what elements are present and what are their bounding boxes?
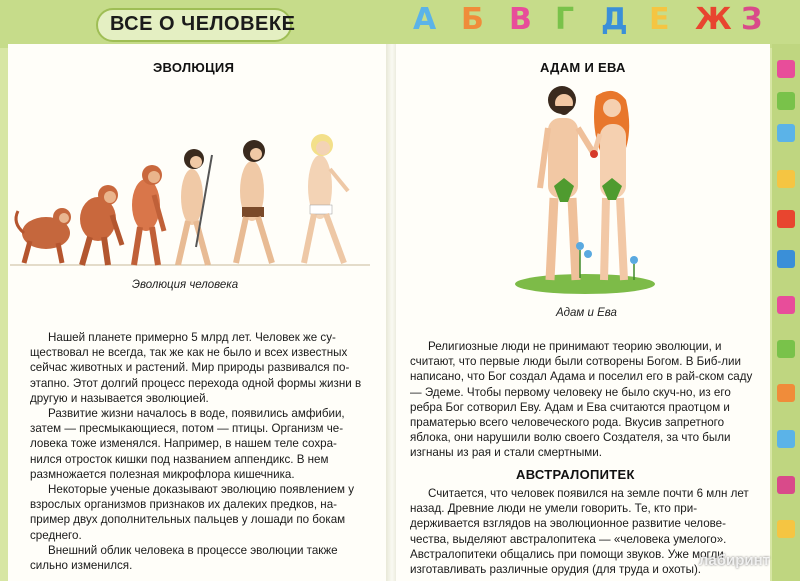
primate-figure-1 [16, 208, 71, 263]
side-dot [777, 92, 795, 110]
alphabet-decoration [405, 2, 785, 42]
side-dot [777, 476, 795, 494]
adam-and-eve-illustration [510, 78, 660, 298]
side-dot [777, 60, 795, 78]
paragraph: Религиозные люди не принимают теорию эволюции, и считают, что первые люди были сотворены Богом. В Биб-лии написано, что Бог создал Адама и поселил его в рай-ском саду — Эдеме. Чтобы первому человеку не было скуч-но, из его ребра Бог сотворил Еву. Адам и Ева считаются праотцом и праматерью всего человеческого рода. Вкусив запретного яблока, они нарушили волю своего Создателя, за что были изгнаны из рая и стали смертными. [410, 340, 753, 460]
side-dot [777, 430, 795, 448]
hominid-figure-4 [178, 149, 212, 265]
paragraph: Внешний облик человека в процессе эволюции также сильно изменился. [30, 543, 338, 573]
side-dot [777, 124, 795, 142]
hominid-figure-5 [236, 140, 272, 263]
paragraph: Некоторые ученые доказывают эволюцию появлением у взрослых организмов признаков их далеких предков, на-пример двух дополнительных пальцев у лошади по бокам среднего. [30, 483, 354, 542]
side-dot [777, 340, 795, 358]
section-title-australopithecus: АВСТРАЛОПИТЕК [516, 467, 635, 482]
side-dot [777, 210, 795, 228]
side-dot [777, 384, 795, 402]
primate-figure-2 [80, 185, 122, 265]
side-dot [777, 296, 795, 314]
evolution-illustration [10, 125, 370, 275]
eve-figure [590, 91, 629, 280]
section-title-evolution: ЭВОЛЮЦИЯ [153, 60, 235, 75]
alphabet-letter: Д [601, 2, 628, 37]
image-caption-adam-eve: Адам и Ева [556, 307, 617, 319]
alphabet-letter: Б [461, 2, 484, 37]
watermark: лабиринт [698, 552, 770, 569]
alphabet-letter: Е [649, 2, 670, 37]
left-page-text [30, 330, 364, 573]
right-page-text [410, 339, 760, 461]
alphabet-letter: А [413, 2, 437, 37]
human-figure-6 [304, 134, 348, 263]
side-dot [777, 520, 795, 538]
alphabet-letter: З [741, 2, 763, 37]
paragraph: Нашей планете примерно 5 млрд лет. Человек же су-ществовал не всегда, так же как не было и всех известных сейчас животных и растений. Мир природы развивался по-этапно. Этот долгий процесс перехода одной формы жизни в другую и называется эволюцией. [30, 331, 362, 405]
side-dot [777, 170, 795, 188]
alphabet-letter: Г [555, 2, 575, 37]
paragraph: Развитие жизни началось в воде, появились амфибии, затем — пресмыкающиеся, потом — птицы. Организм че-ловека тоже изменялся. Например, в нашем теле сохра-нился отросток кишки под названием аппендикс. В нем размножается полезная микрофлора кишечника. [30, 407, 345, 481]
side-dot [777, 250, 795, 268]
section-title-adam-eve: АДАМ И ЕВА [540, 60, 626, 75]
alphabet-letter: Ж [695, 2, 732, 37]
paragraph: Считается, что человек появился на земле почти 6 млн лет назад. Древние люди не умели говорить. Те, кто при-держивается взглядов на эволюционное развитие челове-чества, выделяют австралопитека — «человека умелого». Австралопитеки общались при помощи звуков. Уже могли изготавливать различные орудия (для труда и охоты). [410, 487, 749, 577]
primate-figure-3 [132, 165, 164, 265]
image-caption-evolution: Эволюция человека [132, 279, 239, 291]
header-title: ВСЕ О ЧЕЛОВЕКЕ [110, 13, 296, 35]
apple [590, 150, 598, 158]
alphabet-letter: В [509, 2, 532, 37]
